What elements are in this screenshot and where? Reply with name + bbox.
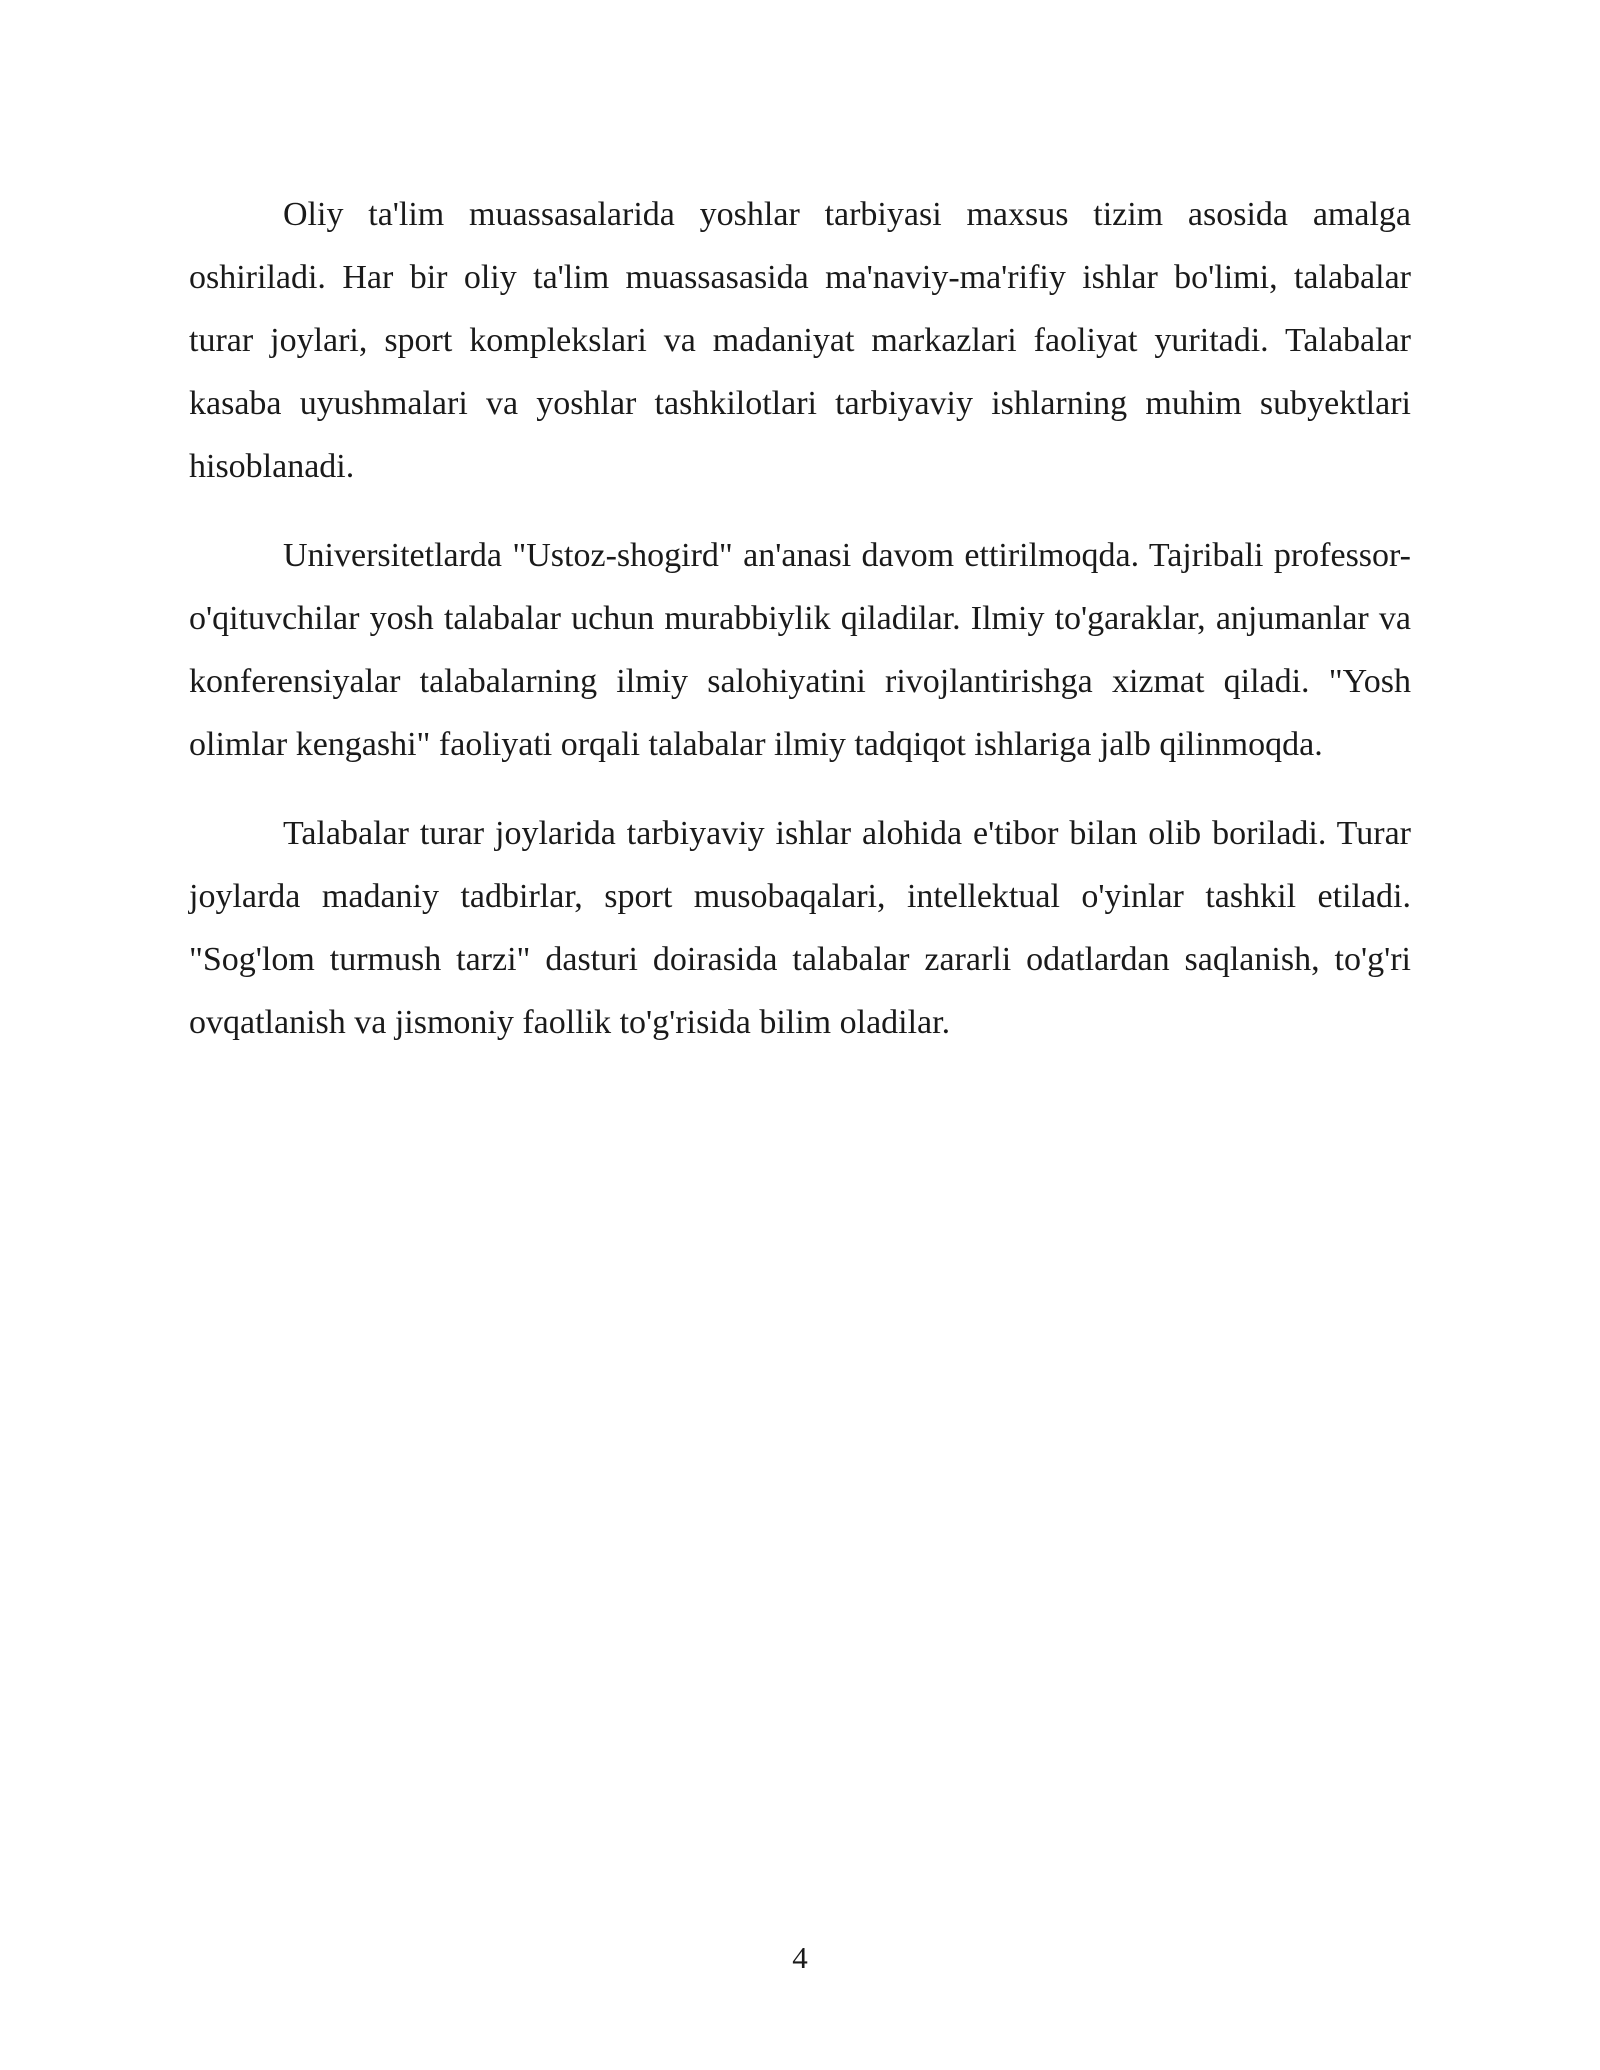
page-number: 4 [792, 1940, 808, 1975]
paragraph-1: Oliy ta'lim muassasalarida yoshlar tarbiyasi maxsus tizim asosida amalga oshiriladi. Har bir oliy ta'lim muassasasida ma'naviy-ma'rifiy ishlar bo'limi, talabalar turar joylari, sport komplekslari va madaniyat markazlari faoliyat yuritadi. Talabalar kasaba uyushmalari va yoshlar tashkilotlari tarbiyaviy ishlarning muhim subyektlari hisoblanadi. [189, 196, 1411, 485]
paragraph-2: Universitetlarda "Ustoz-shogird" an'anasi davom ettirilmoqda. Tajribali professor-o'qituvchilar yosh talabalar uchun murabbiylik qiladilar. Ilmiy to'garaklar, anjumanlar va konferensiyalar talabalarning ilmiy salohiyatini rivojlantirishga xizmat qiladi. "Yosh olimlar kengashi" faoliyati orqali talabalar ilmiy tadqiqot ishlariga jalb qilinmoqda. [189, 537, 1411, 763]
body-text [189, 183, 1411, 1080]
paragraph-3: Talabalar turar joylarida tarbiyaviy ishlar alohida e'tibor bilan olib boriladi. Turar joylarda madaniy tadbirlar, sport musobaqalari, intellektual o'yinlar tashkil etiladi. "Sog'lom turmush tarzi" dasturi doirasida talabalar zararli odatlardan saqlanish, to'g'ri ovqatlanish va jismoniy faollik to'g'risida bilim oladilar. [189, 815, 1411, 1041]
